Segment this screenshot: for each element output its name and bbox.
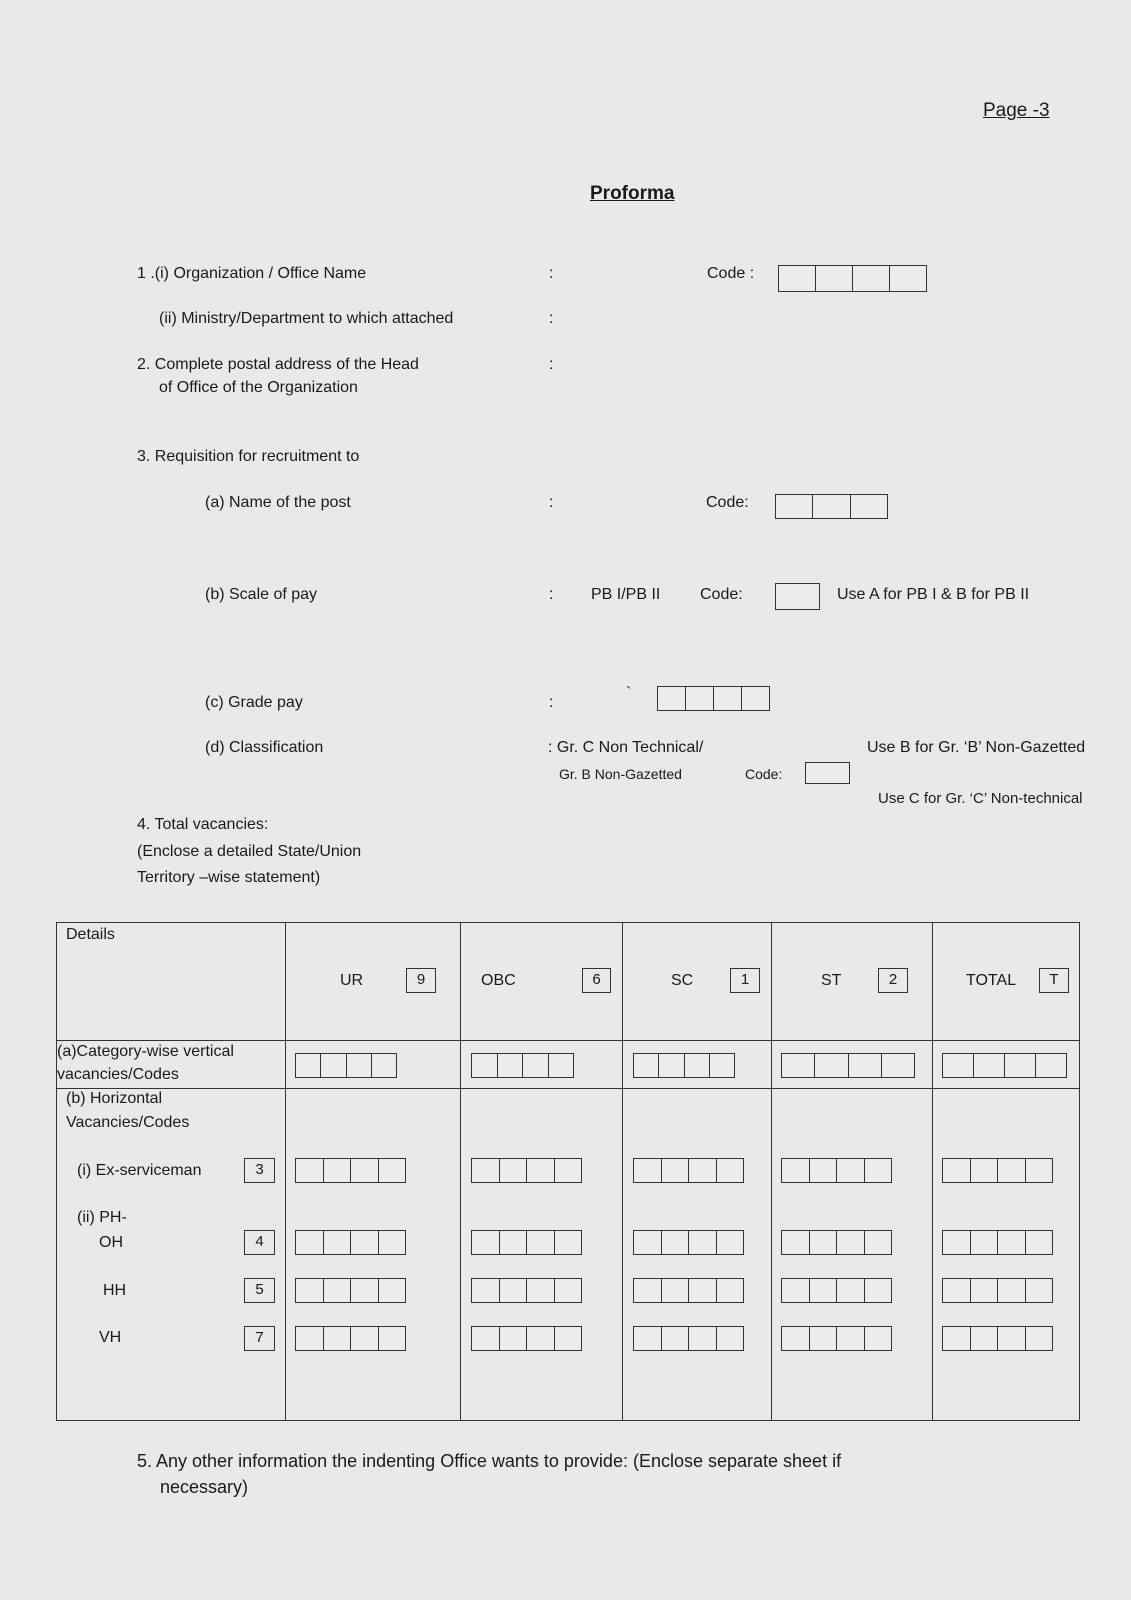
code-digit-box[interactable] <box>634 1279 661 1302</box>
code-digit-box[interactable] <box>806 763 849 783</box>
code-digit-box[interactable] <box>472 1279 499 1302</box>
code-digit-box[interactable] <box>472 1231 499 1254</box>
code-digit-box[interactable] <box>848 1054 881 1077</box>
table-divider <box>460 922 461 1421</box>
code-digit-box[interactable] <box>836 1327 864 1350</box>
code-digit-box[interactable] <box>997 1327 1025 1350</box>
hh-obc-boxes[interactable] <box>471 1278 582 1303</box>
vacancies-note-cont: Territory –wise statement) <box>137 869 321 886</box>
other-info-label-cont: necessary) <box>160 1477 249 1497</box>
class-hint-b: Use B for Gr. ‘B’ Non-Gazetted <box>867 739 1086 756</box>
code-digit-box[interactable] <box>864 1327 892 1350</box>
code-digit-box[interactable] <box>836 1231 864 1254</box>
hh-total-boxes[interactable] <box>942 1278 1053 1303</box>
vertical-st-boxes[interactable] <box>781 1053 915 1078</box>
requisition-label: 3. Requisition for recruitment to <box>137 448 360 465</box>
code-digit-box[interactable] <box>688 1279 716 1302</box>
code-digit-box[interactable] <box>782 1159 809 1182</box>
col-header-ur: UR <box>340 972 364 989</box>
oh-obc-boxes[interactable] <box>471 1230 582 1255</box>
code-digit-box[interactable] <box>997 1279 1025 1302</box>
class-hint-c: Use C for Gr. ‘C’ Non-technical <box>878 790 1083 807</box>
code-digit-box[interactable] <box>296 1054 320 1077</box>
code-digit-box[interactable] <box>782 1279 809 1302</box>
code-digit-box[interactable] <box>346 1054 371 1077</box>
table-divider <box>932 922 933 1421</box>
ex-serviceman-st-boxes[interactable] <box>781 1158 892 1183</box>
code-digit-box[interactable] <box>713 687 741 710</box>
scale-of-pay-label: (b) Scale of pay <box>205 586 318 603</box>
code-digit-box[interactable] <box>350 1231 378 1254</box>
code-digit-box[interactable] <box>943 1159 970 1182</box>
code-digit-box[interactable] <box>684 1054 709 1077</box>
code-digit-box[interactable] <box>499 1159 527 1182</box>
code-digit-box[interactable] <box>378 1327 406 1350</box>
code-digit-box[interactable] <box>526 1327 554 1350</box>
code-digit-box[interactable] <box>864 1279 892 1302</box>
code-digit-box[interactable] <box>685 687 713 710</box>
classification-value-cont: Gr. B Non-Gazetted <box>559 766 682 782</box>
code-digit-box[interactable] <box>852 266 889 291</box>
code-digit-box[interactable] <box>741 687 769 710</box>
colon: : <box>549 310 554 327</box>
code-digit-box[interactable] <box>782 1327 809 1350</box>
org-code-boxes[interactable] <box>778 265 927 292</box>
code-digit-box[interactable] <box>350 1279 378 1302</box>
code-digit-box[interactable] <box>776 495 812 518</box>
hh-st-boxes[interactable] <box>781 1278 892 1303</box>
code-digit-box[interactable] <box>350 1327 378 1350</box>
ex-serviceman-sc-boxes[interactable] <box>633 1158 744 1183</box>
class-code-label: Code: <box>745 766 783 782</box>
code-digit-box[interactable] <box>1004 1054 1035 1077</box>
vertical-total-boxes[interactable] <box>942 1053 1067 1078</box>
vacancies-label: 4. Total vacancies: <box>137 816 269 833</box>
code-digit-box[interactable] <box>779 266 815 291</box>
org-code-label: Code : <box>707 265 755 282</box>
pay-code-box[interactable] <box>775 583 820 610</box>
sc-code: 1 <box>730 968 760 993</box>
code-digit-box[interactable] <box>1025 1159 1053 1182</box>
code-digit-box[interactable] <box>716 1231 744 1254</box>
address-label: 2. Complete postal address of the Head <box>137 356 419 373</box>
code-digit-box[interactable] <box>881 1054 914 1077</box>
code-digit-box[interactable] <box>889 266 926 291</box>
org-name-label: 1 .(i) Organization / Office Name <box>137 265 367 282</box>
code-digit-box[interactable] <box>661 1327 689 1350</box>
col-header-obc: OBC <box>481 972 516 989</box>
code-digit-box[interactable] <box>1025 1231 1053 1254</box>
row-b-label-cont: Vacancies/Codes <box>66 1114 190 1131</box>
table-divider <box>285 922 286 1421</box>
code-digit-box[interactable] <box>296 1231 323 1254</box>
total-code: T <box>1039 968 1069 993</box>
code-digit-box[interactable] <box>658 1054 683 1077</box>
post-code-label: Code: <box>706 494 749 511</box>
page-number: Page -3 <box>983 100 1050 121</box>
classification-value: : Gr. C Non Technical/ <box>548 739 704 756</box>
code-digit-box[interactable] <box>323 1231 351 1254</box>
obc-code: 6 <box>582 968 611 993</box>
code-digit-box[interactable] <box>378 1231 406 1254</box>
ex-serviceman-code: 3 <box>244 1158 275 1183</box>
code-digit-box[interactable] <box>323 1327 351 1350</box>
colon: : <box>549 265 554 282</box>
code-digit-box[interactable] <box>323 1279 351 1302</box>
vh-ur-boxes[interactable] <box>295 1326 406 1351</box>
code-digit-box[interactable] <box>836 1159 864 1182</box>
code-digit-box[interactable] <box>688 1231 716 1254</box>
oh-st-boxes[interactable] <box>781 1230 892 1255</box>
code-digit-box[interactable] <box>472 1054 497 1077</box>
code-digit-box[interactable] <box>782 1054 814 1077</box>
code-digit-box[interactable] <box>499 1327 527 1350</box>
row-ex-serviceman-label: (i) Ex-serviceman <box>77 1162 202 1179</box>
ex-serviceman-ur-boxes[interactable] <box>295 1158 406 1183</box>
code-digit-box[interactable] <box>970 1327 998 1350</box>
colon: : <box>549 494 554 511</box>
vh-obc-boxes[interactable] <box>471 1326 582 1351</box>
vh-sc-boxes[interactable] <box>633 1326 744 1351</box>
details-header: Details <box>66 926 115 943</box>
oh-ur-boxes[interactable] <box>295 1230 406 1255</box>
colon: : <box>549 356 554 373</box>
code-digit-box[interactable] <box>350 1159 378 1182</box>
code-digit-box[interactable] <box>661 1159 689 1182</box>
vacancies-note: (Enclose a detailed State/Union <box>137 843 362 860</box>
code-digit-box[interactable] <box>1025 1279 1053 1302</box>
ur-code: 9 <box>406 968 436 993</box>
code-digit-box[interactable] <box>850 495 887 518</box>
code-digit-box[interactable] <box>634 1327 661 1350</box>
code-digit-box[interactable] <box>997 1159 1025 1182</box>
classification-label: (d) Classification <box>205 739 324 756</box>
other-info-label: 5. Any other information the indenting Office wants to provide: (Enclose separate sheet if <box>137 1451 842 1471</box>
code-digit-box[interactable] <box>499 1231 527 1254</box>
code-digit-box[interactable] <box>320 1054 345 1077</box>
code-digit-box[interactable] <box>296 1279 323 1302</box>
code-digit-box[interactable] <box>782 1231 809 1254</box>
code-digit-box[interactable] <box>554 1327 582 1350</box>
code-digit-box[interactable] <box>716 1279 744 1302</box>
code-digit-box[interactable] <box>554 1279 582 1302</box>
code-digit-box[interactable] <box>634 1231 661 1254</box>
table-divider <box>622 922 623 1421</box>
hh-sc-boxes[interactable] <box>633 1278 744 1303</box>
code-digit-box[interactable] <box>296 1159 323 1182</box>
code-digit-box[interactable] <box>526 1159 554 1182</box>
vertical-sc-boxes[interactable] <box>633 1053 735 1078</box>
code-digit-box[interactable] <box>497 1054 523 1077</box>
code-digit-box[interactable] <box>688 1159 716 1182</box>
post-code-boxes[interactable] <box>775 494 888 519</box>
vh-code: 7 <box>244 1326 275 1351</box>
code-digit-box[interactable] <box>378 1159 406 1182</box>
code-digit-box[interactable] <box>943 1279 970 1302</box>
pay-hint: Use A for PB I & B for PB II <box>837 586 1030 603</box>
code-digit-box[interactable] <box>970 1159 998 1182</box>
code-digit-box[interactable] <box>943 1231 970 1254</box>
hh-ur-boxes[interactable] <box>295 1278 406 1303</box>
code-digit-box[interactable] <box>472 1327 499 1350</box>
pay-band-value: PB I/PB II <box>591 586 661 603</box>
ex-serviceman-obc-boxes[interactable] <box>471 1158 582 1183</box>
col-header-sc: SC <box>671 972 694 989</box>
code-digit-box[interactable] <box>554 1159 582 1182</box>
vh-st-boxes[interactable] <box>781 1326 892 1351</box>
vertical-obc-boxes[interactable] <box>471 1053 574 1078</box>
rupee-icon: ` <box>626 685 632 702</box>
row-a-label-cont: vacancies/Codes <box>57 1066 179 1083</box>
code-digit-box[interactable] <box>661 1231 689 1254</box>
code-digit-box[interactable] <box>371 1054 396 1077</box>
grade-pay-label: (c) Grade pay <box>205 694 303 711</box>
page-title: Proforma <box>590 183 675 204</box>
table-divider <box>56 1088 1080 1089</box>
code-digit-box[interactable] <box>973 1054 1004 1077</box>
code-digit-box[interactable] <box>499 1279 527 1302</box>
ph-label: (ii) PH- <box>77 1209 127 1226</box>
oh-total-boxes[interactable] <box>942 1230 1053 1255</box>
code-digit-box[interactable] <box>716 1159 744 1182</box>
code-digit-box[interactable] <box>864 1159 892 1182</box>
code-digit-box[interactable] <box>296 1327 323 1350</box>
post-name-label: (a) Name of the post <box>205 494 351 511</box>
code-digit-box[interactable] <box>554 1231 582 1254</box>
colon: : <box>549 586 554 603</box>
col-header-st: ST <box>821 972 842 989</box>
vh-total-boxes[interactable] <box>942 1326 1053 1351</box>
code-digit-box[interactable] <box>688 1327 716 1350</box>
code-digit-box[interactable] <box>864 1231 892 1254</box>
code-digit-box[interactable] <box>472 1159 499 1182</box>
colon: : <box>549 694 554 711</box>
row-b-label: (b) Horizontal <box>66 1090 163 1107</box>
code-digit-box[interactable] <box>970 1231 998 1254</box>
col-header-total: TOTAL <box>966 972 1017 989</box>
ministry-label: (ii) Ministry/Department to which attached <box>159 310 454 327</box>
oh-code: 4 <box>244 1230 275 1255</box>
ex-serviceman-total-boxes[interactable] <box>942 1158 1053 1183</box>
oh-sc-boxes[interactable] <box>633 1230 744 1255</box>
code-digit-box[interactable] <box>1035 1054 1066 1077</box>
code-digit-box[interactable] <box>836 1279 864 1302</box>
address-label-cont: of Office of the Organization <box>159 379 358 396</box>
code-digit-box[interactable] <box>548 1054 574 1077</box>
hh-code: 5 <box>244 1278 275 1303</box>
code-digit-box[interactable] <box>716 1327 744 1350</box>
code-digit-box[interactable] <box>970 1279 998 1302</box>
code-digit-box[interactable] <box>658 687 685 710</box>
code-digit-box[interactable] <box>323 1159 351 1182</box>
code-digit-box[interactable] <box>809 1327 837 1350</box>
code-digit-box[interactable] <box>943 1054 973 1077</box>
grade-pay-boxes[interactable] <box>657 686 770 711</box>
code-digit-box[interactable] <box>522 1054 548 1077</box>
code-digit-box[interactable] <box>1025 1327 1053 1350</box>
table-divider <box>56 1040 1080 1041</box>
st-code: 2 <box>878 968 908 993</box>
class-code-box[interactable] <box>805 762 850 784</box>
pay-code-label: Code: <box>700 586 743 603</box>
table-divider <box>771 922 772 1421</box>
code-digit-box[interactable] <box>812 495 849 518</box>
code-digit-box[interactable] <box>815 266 852 291</box>
code-digit-box[interactable] <box>526 1231 554 1254</box>
code-digit-box[interactable] <box>526 1279 554 1302</box>
code-digit-box[interactable] <box>709 1054 734 1077</box>
code-digit-box[interactable] <box>809 1231 837 1254</box>
row-vh-label: VH <box>99 1329 122 1346</box>
code-digit-box[interactable] <box>814 1054 847 1077</box>
code-digit-box[interactable] <box>997 1231 1025 1254</box>
code-digit-box[interactable] <box>809 1159 837 1182</box>
code-digit-box[interactable] <box>809 1279 837 1302</box>
code-digit-box[interactable] <box>378 1279 406 1302</box>
code-digit-box[interactable] <box>943 1327 970 1350</box>
code-digit-box[interactable] <box>634 1054 658 1077</box>
code-digit-box[interactable] <box>661 1279 689 1302</box>
row-hh-label: HH <box>103 1282 127 1299</box>
row-oh-label: OH <box>99 1234 123 1251</box>
code-digit-box[interactable] <box>776 584 819 609</box>
vertical-ur-boxes[interactable] <box>295 1053 397 1078</box>
code-digit-box[interactable] <box>634 1159 661 1182</box>
row-a-label: (a)Category-wise vertical <box>57 1043 234 1060</box>
